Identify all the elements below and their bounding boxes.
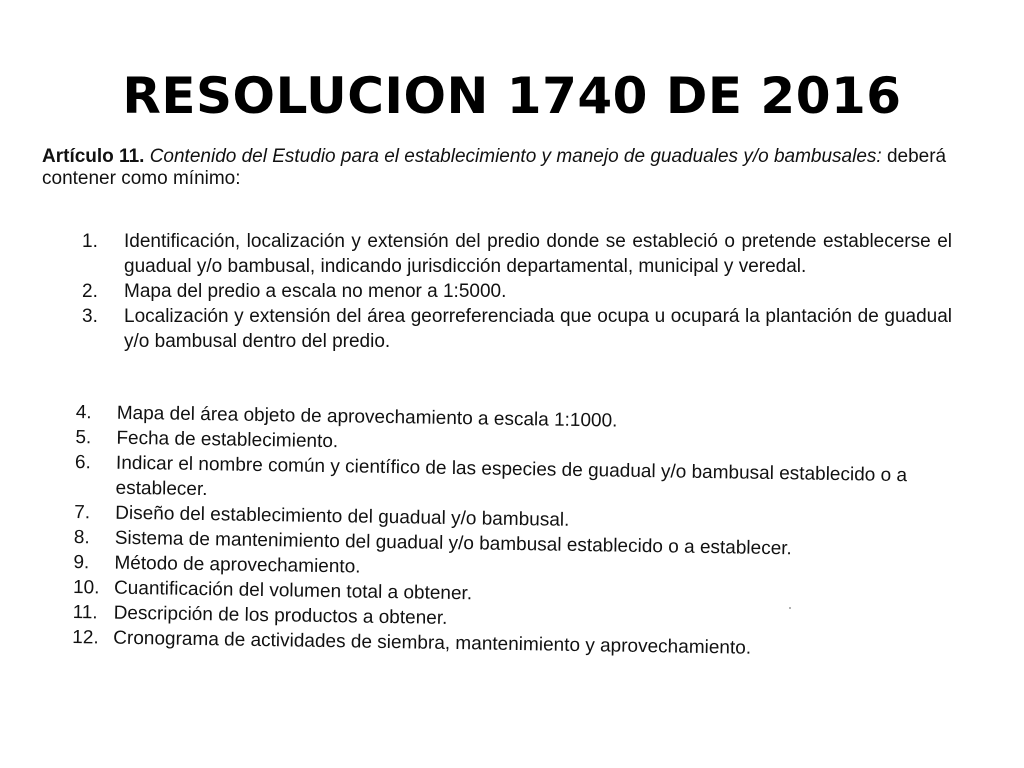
list-item [72,304,952,354]
item-number: 1. [82,231,98,252]
item-number: 3. [82,306,98,327]
item-text: Método de aprovechamiento. [114,552,361,578]
article-heading: Contenido del Estudio para el establecimiento y manejo de guaduales y/o bambusales: [149,146,882,167]
item-number: 6. [74,452,92,474]
item-text: Localización y extensión del área georreferenciada que ocupa u ocupará la plantación de guadual y/o bambusal dentro del predio. [124,306,952,352]
scan-speck [789,607,791,609]
article-intro [42,146,954,190]
item-number: 5. [75,427,92,449]
item-number: 9. [73,552,90,574]
item-text: Cuantificación del volumen total a obtener. [113,577,473,605]
item-text: Sistema de mantenimiento del guadual y/o bambusal establecido o a establecer. [114,527,792,560]
item-number: 8. [73,527,90,549]
item-text: Fecha de establecimiento. [116,427,339,453]
item-text: Cronograma de actividades de siembra, mantenimiento y aprovechamiento. [113,627,752,659]
item-number: 7. [74,502,91,524]
item-text: Indicar el nombre común y científico de las especies de guadual y/o bambusal establecido o a establecer. [115,452,908,501]
article-label: Artículo 11. [42,146,145,167]
item-text: Diseño del establecimiento del guadual y/o bambusal. [115,502,570,531]
item-text: Descripción de los productos a obtener. [113,602,448,629]
page-title: RESOLUCION 1740 DE 2016 [122,67,902,125]
item-number: 10. [72,577,100,599]
item-number: 2. [82,281,98,302]
list-item [72,229,952,279]
requirements-list-part-2 [68,400,962,664]
item-number: 12. [72,627,99,649]
list-item [72,279,952,304]
item-number: 4. [75,402,92,424]
item-number: 11. [72,602,98,624]
item-text: Mapa del área objeto de aprovechamiento a escala 1:1000. [116,402,618,432]
article-rest: deberá contener como mínimo: [42,146,947,189]
requirements-list-part-1 [72,229,952,354]
item-text: Identificación, localización y extensión del predio donde se estableció o pretende establecerse el guadual y/o bambusal, indicando jurisdicción departamental, municipal y veredal. [124,231,952,277]
item-text: Mapa del predio a escala no menor a 1:5000. [124,281,507,302]
